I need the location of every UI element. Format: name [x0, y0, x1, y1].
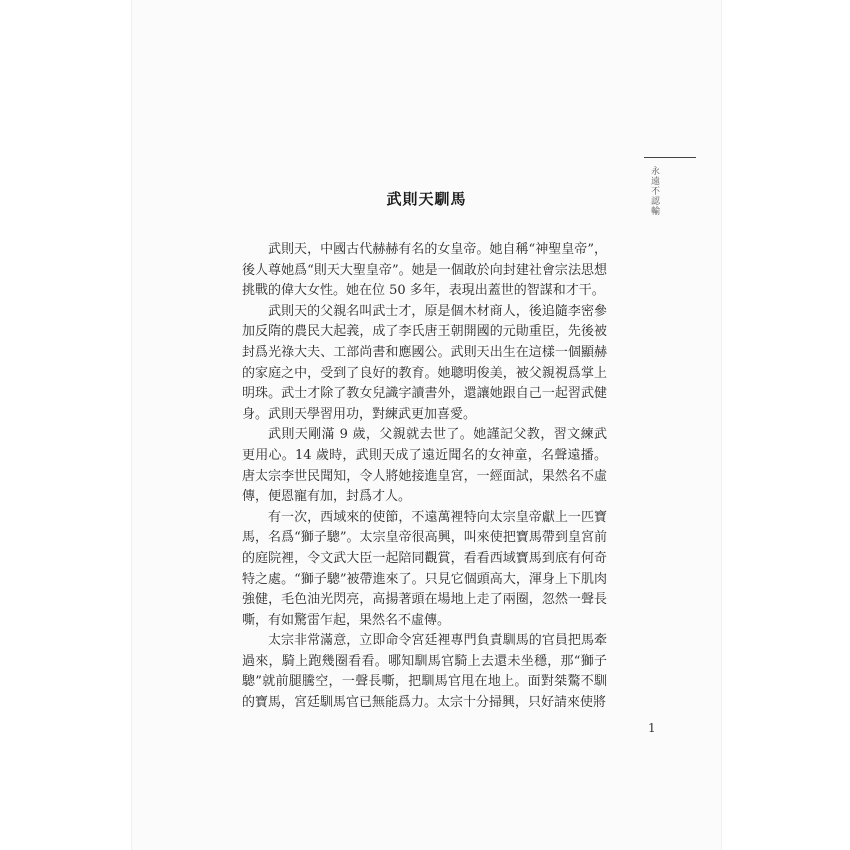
body-text	[242, 240, 607, 714]
book-page	[131, 0, 722, 850]
page-number: 1	[648, 721, 656, 735]
paragraph: 太宗非常滿意，立即命令宮廷裡專門負責馴馬的官員把馬牽過來，騎上跑幾圈看看。哪知馴馬官騎上去還未坐穩，那“獅子驄”就前腿騰空，一聲長嘶，把馴馬官甩在地上。面對桀驁不馴的寶馬，宮廷馴馬官已無能爲力。太宗十分掃興，只好請來使將	[242, 633, 607, 711]
paragraph: 武則天剛滿 9 歲，父親就去世了。她謹記父教，習文練武更用心。14 歲時，武則天成了遠近聞名的女神童，名聲遠播。唐太宗李世民聞知，令人將她接進皇宮，一經面試，果然名不虛傳，便恩寵有加，封爲才人。	[242, 427, 607, 505]
paragraph: 有一次，西域來的使節，不遠萬裡特向太宗皇帝獻上一匹寶馬，名爲“獅子驄”。太宗皇帝很高興，叫來使把寶馬帶到皇宮前的庭院裡，令文武大臣一起陪同觀賞，看看西域寶馬到底有何奇特之處。“獅子驄”被帶進來了。只見它個頭高大，渾身上下肌肉強健，毛色油光閃亮，高揚著頭在場地上走了兩圈，忽然一聲長嘶，有如驚雷乍起，果然名不虛傳。	[242, 509, 607, 628]
chapter-title: 武則天馴馬	[386, 190, 467, 208]
paragraph: 武則天，中國古代赫赫有名的女皇帝。她自稱“神聖皇帝”，後人尊她爲“則天大聖皇帝”。她是一個敢於向封建社會宗法思想挑戰的偉大女性。她在位 50 多年，表現出蓋世的智謀和才干。	[242, 242, 607, 299]
margin-divider	[644, 157, 696, 158]
paragraph: 武則天的父親名叫武士才，原是個木材商人，後追隨李密參加反隋的農民大起義，成了李氏唐王朝開國的元勛重臣，先後被封爲光祿大夫、工部尚書和應國公。武則天出生在這樣一個顯赫的家庭之中，受到了良好的教育。她聰明俊美，被父親視爲掌上明珠。武士才除了教女兒識字讀書外，還讓她跟自己一起習武健身。武則天學習用功，對練武更加喜愛。	[242, 303, 607, 422]
running-header: 永遠不認輸	[649, 166, 659, 216]
